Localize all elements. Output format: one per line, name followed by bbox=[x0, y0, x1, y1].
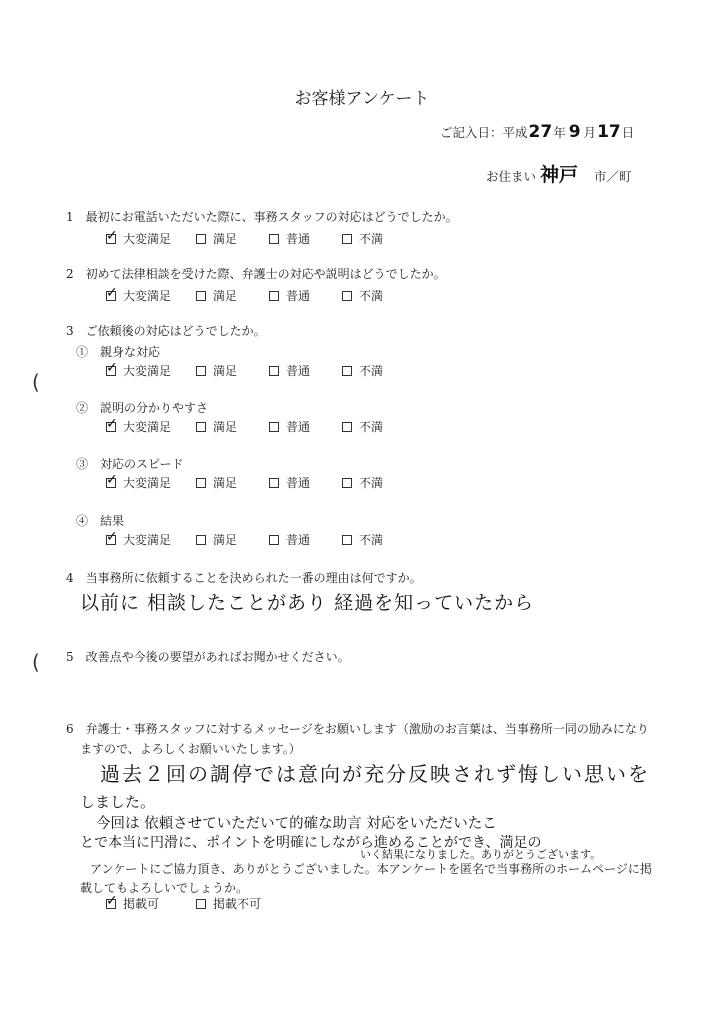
question-1: 1 最初にお電話いただいた際に、事務スタッフの対応はどうでしたか。 bbox=[66, 210, 458, 224]
checkbox[interactable] bbox=[342, 234, 352, 244]
date-line bbox=[440, 122, 634, 142]
question-3-sub-4: ④ 結果 bbox=[76, 514, 125, 528]
option-average[interactable]: 普通 bbox=[269, 474, 342, 491]
question-6-line-2: ますので、よろしくお願いいたします。） bbox=[80, 742, 301, 756]
option-dissatisfied[interactable]: 不満 bbox=[342, 287, 415, 304]
question-2-options bbox=[106, 287, 415, 304]
question-3-sub-4-options bbox=[106, 531, 415, 548]
checkbox-checked[interactable] bbox=[106, 478, 116, 488]
checkbox-checked[interactable] bbox=[106, 366, 116, 376]
checkbox-checked[interactable] bbox=[106, 899, 116, 909]
question-3-sub-3: ③ 対応のスピード bbox=[76, 457, 184, 471]
checkbox[interactable] bbox=[196, 422, 206, 432]
checkbox[interactable] bbox=[196, 899, 206, 909]
margin-bracket-mark: ( bbox=[32, 650, 40, 674]
page-title: お客様アンケート bbox=[294, 89, 430, 109]
question-3-sub-3-options bbox=[106, 474, 415, 491]
publication-options bbox=[106, 895, 316, 912]
margin-bracket-mark: ( bbox=[32, 370, 40, 394]
address-city[interactable]: 神戸 bbox=[540, 164, 579, 186]
date-label: ご記入日：平成 bbox=[440, 125, 528, 140]
checkbox[interactable] bbox=[196, 478, 206, 488]
option-dissatisfied[interactable]: 不満 bbox=[342, 362, 415, 379]
checkbox[interactable] bbox=[196, 535, 206, 545]
checkbox[interactable] bbox=[269, 234, 279, 244]
checkbox[interactable] bbox=[196, 234, 206, 244]
address-line bbox=[486, 160, 632, 187]
checkbox[interactable] bbox=[269, 478, 279, 488]
checkbox-checked[interactable] bbox=[106, 422, 116, 432]
option-very-satisfied[interactable]: ✓ 大変満足 bbox=[106, 531, 196, 548]
option-dissatisfied[interactable]: 不満 bbox=[342, 418, 415, 435]
option-satisfied[interactable]: 満足 bbox=[196, 362, 269, 379]
checkbox-checked[interactable] bbox=[106, 535, 116, 545]
option-very-satisfied[interactable]: ✓ 大変満足 bbox=[106, 362, 196, 379]
checkbox[interactable] bbox=[342, 291, 352, 301]
option-satisfied[interactable]: 満足 bbox=[196, 287, 269, 304]
option-satisfied[interactable]: 満足 bbox=[196, 230, 269, 247]
checkbox-checked[interactable] bbox=[106, 234, 116, 244]
option-average[interactable]: 普通 bbox=[269, 418, 342, 435]
checkbox[interactable] bbox=[342, 366, 352, 376]
checkbox[interactable] bbox=[196, 366, 206, 376]
question-6-answer-line-5[interactable]: いく結果になりました。ありがとうございます。 bbox=[360, 848, 602, 861]
checkbox[interactable] bbox=[269, 291, 279, 301]
option-dissatisfied[interactable]: 不満 bbox=[342, 474, 415, 491]
date-year-unit: 年 bbox=[553, 125, 566, 140]
checkbox-checked[interactable] bbox=[106, 291, 116, 301]
checkbox[interactable] bbox=[342, 478, 352, 488]
question-3-sub-2: ② 説明の分かりやすさ bbox=[76, 401, 209, 415]
question-3-sub-2-options bbox=[106, 418, 415, 435]
question-6-answer-line-4[interactable]: とで本当に円滑に、ポイントを明確にしながら進めることができ、満足の bbox=[80, 835, 542, 851]
checkbox[interactable] bbox=[269, 535, 279, 545]
question-3-sub-1-options bbox=[106, 362, 415, 379]
option-publish-ok[interactable]: ✓ 掲載可 bbox=[106, 895, 196, 912]
closing-line-1: アンケートにご協力頂き、ありがとうございました。本アンケートを匿名で当事務所のホームページに掲 bbox=[90, 862, 652, 876]
option-publish-no[interactable]: 掲載不可 bbox=[196, 895, 316, 912]
checkbox[interactable] bbox=[269, 422, 279, 432]
date-month-unit: 月 bbox=[583, 125, 597, 140]
option-very-satisfied[interactable]: ✓ 大変満足 bbox=[106, 418, 196, 435]
checkbox[interactable] bbox=[342, 422, 352, 432]
date-day-unit: 日 bbox=[621, 125, 635, 140]
date-month[interactable]: 9 bbox=[568, 122, 581, 142]
question-2: 2 初めて法律相談を受けた際、弁護士の対応や説明はどうでしたか。 bbox=[66, 267, 446, 281]
option-satisfied[interactable]: 満足 bbox=[196, 474, 269, 491]
checkbox[interactable] bbox=[196, 291, 206, 301]
question-5: 5 改善点や今後の要望があればお聞かせください。 bbox=[66, 650, 350, 664]
option-satisfied[interactable]: 満足 bbox=[196, 418, 269, 435]
option-very-satisfied[interactable]: ✓ 大変満足 bbox=[106, 287, 196, 304]
date-year[interactable]: 27 bbox=[528, 122, 553, 142]
option-dissatisfied[interactable]: 不満 bbox=[342, 230, 415, 247]
question-3-sub-1: ① 親身な対応 bbox=[76, 345, 161, 359]
question-6-answer-line-1[interactable]: 過去２回の調停では意向が充分反映されず悔しい思いを bbox=[100, 762, 650, 786]
question-4: 4 当事務所に依頼することを決められた一番の理由は何ですか。 bbox=[66, 571, 422, 585]
address-suffix: 市／町 bbox=[594, 169, 632, 184]
question-6-answer-line-3[interactable]: 今回は 依頼させていただいて的確な助言 対応をいただいたこ bbox=[96, 816, 497, 832]
option-very-satisfied[interactable]: ✓ 大変満足 bbox=[106, 474, 196, 491]
closing-line-2: 載してもよろしいでしょうか。 bbox=[80, 881, 249, 895]
option-average[interactable]: 普通 bbox=[269, 230, 342, 247]
option-average[interactable]: 普通 bbox=[269, 287, 342, 304]
question-6-answer-line-2[interactable]: しました。 bbox=[80, 793, 156, 811]
address-label: お住まい bbox=[486, 169, 537, 184]
checkbox[interactable] bbox=[342, 535, 352, 545]
option-very-satisfied[interactable]: ✓ 大変満足 bbox=[106, 230, 196, 247]
date-day[interactable]: 17 bbox=[597, 122, 621, 142]
question-6-line-1: 6 弁護士・事務スタッフに対するメッセージをお願いします（激励のお言葉は、当事務所一同の励みになり bbox=[66, 722, 649, 736]
option-average[interactable]: 普通 bbox=[269, 362, 342, 379]
option-average[interactable]: 普通 bbox=[269, 531, 342, 548]
option-satisfied[interactable]: 満足 bbox=[196, 531, 269, 548]
question-4-answer[interactable]: 以前に 相談したことがあり 経過を知っていたから bbox=[80, 592, 535, 614]
question-1-options bbox=[106, 230, 415, 247]
checkbox[interactable] bbox=[269, 366, 279, 376]
option-dissatisfied[interactable]: 不満 bbox=[342, 531, 415, 548]
question-3: 3 ご依頼後の対応はどうでしたか。 bbox=[66, 324, 266, 338]
